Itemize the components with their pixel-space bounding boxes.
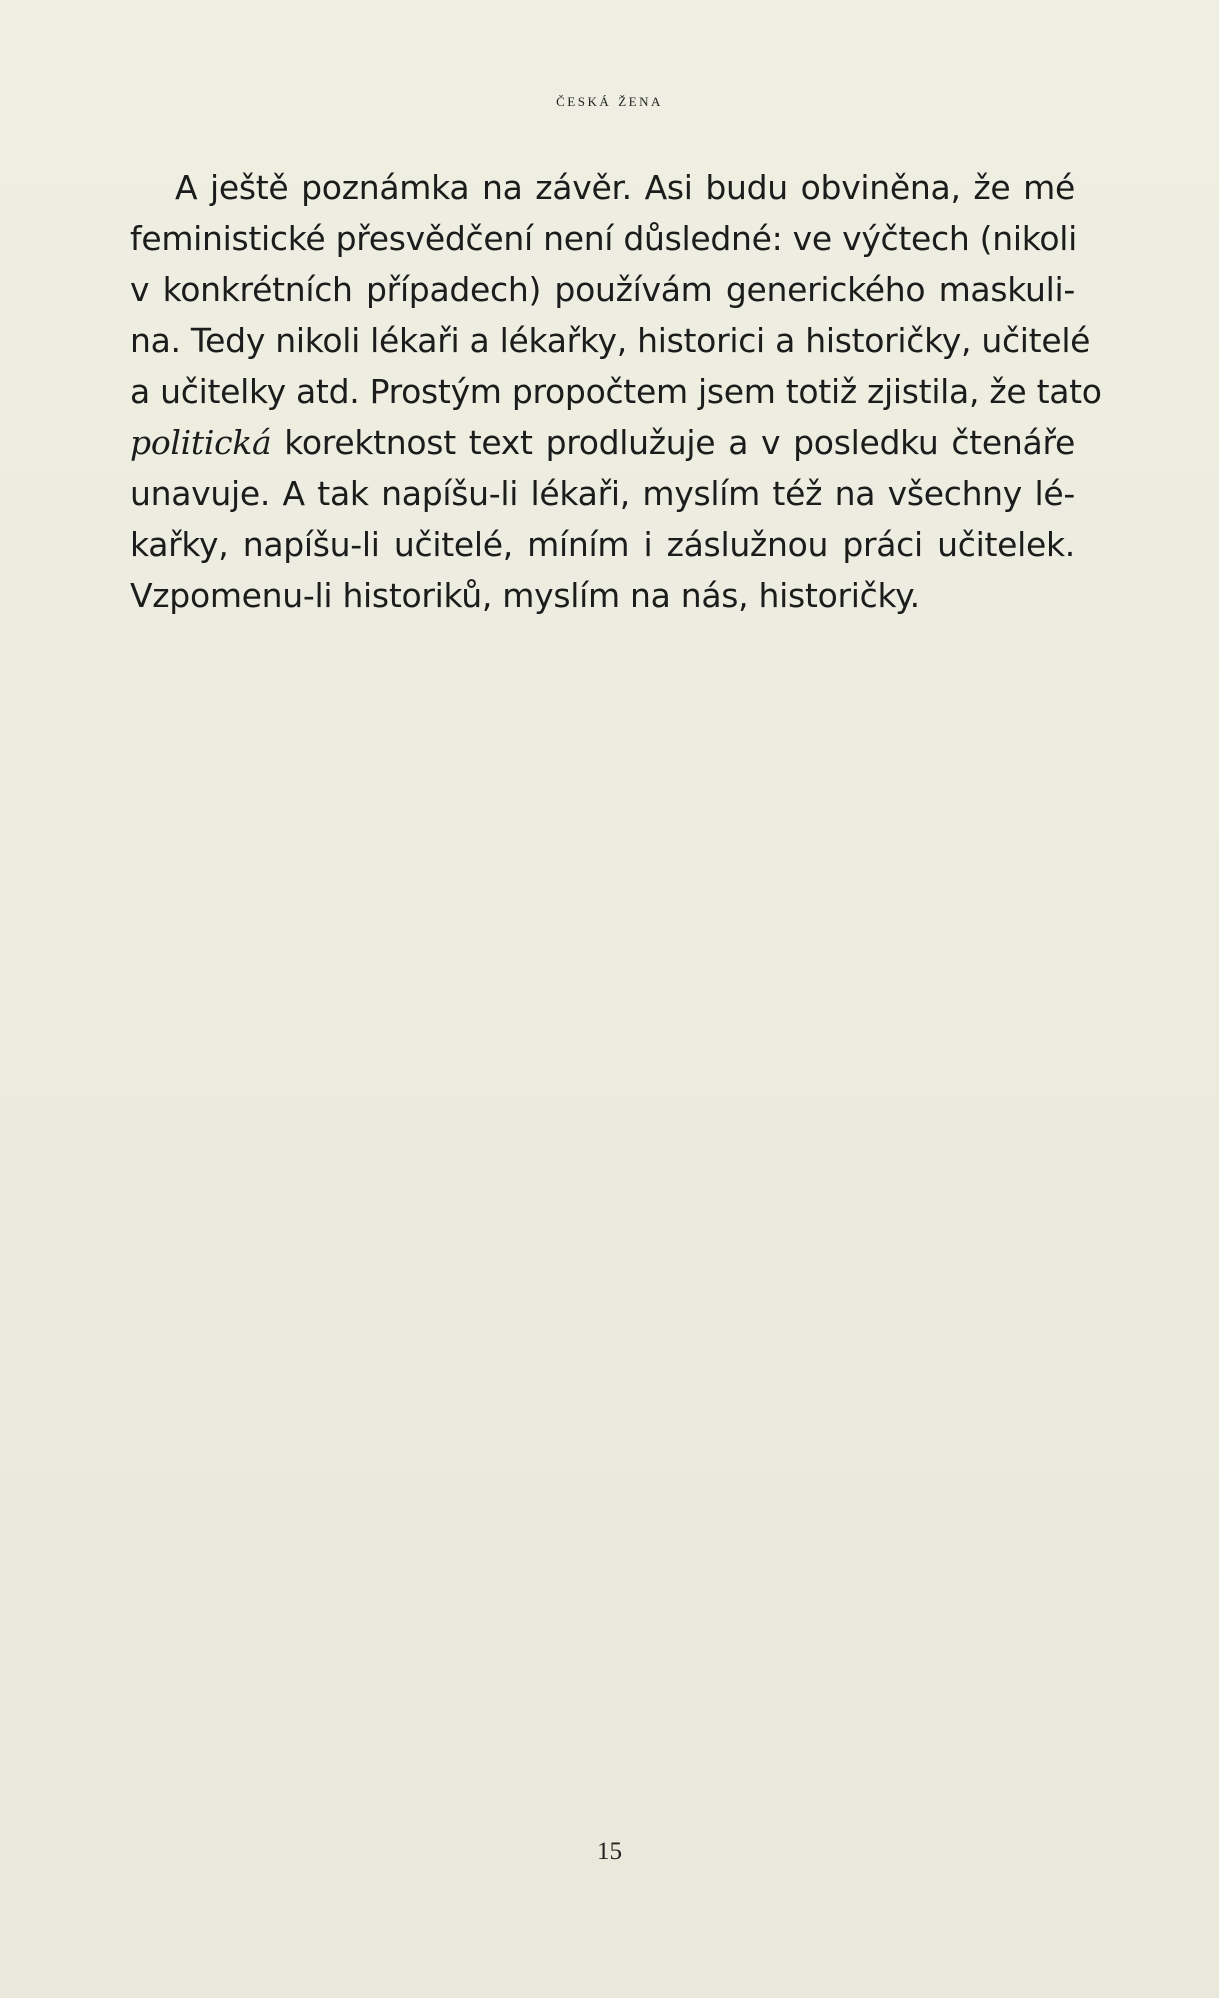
paragraph-line-text: korektnost text prodlužuje a v posledku čtenáře: [284, 423, 1075, 462]
paragraph-line: A ještě poznámka na závěr. Asi budu obviněna, že mé: [175, 168, 1075, 207]
paragraph-line: a učitelky atd. Prostým propočtem jsem totiž zjistila, že tato: [130, 372, 1102, 411]
paragraph-line: Vzpomenu-li historiků, myslím na nás, historičky.: [130, 576, 920, 615]
paragraph-line: unavuje. A tak napíšu-li lékaři, myslím též na všechny lé-: [130, 474, 1075, 513]
paragraph-line: na. Tedy nikoli lékaři a lékařky, historici a historičky, učitelé: [130, 321, 1091, 360]
italic-emphasis: politická: [130, 423, 272, 462]
paragraph-line: kařky, napíšu-li učitelé, míním i záslužnou práci učitelek.: [130, 525, 1075, 564]
paragraph-line-with-italic: [130, 417, 1075, 468]
running-head: česká žena: [556, 90, 663, 110]
body-paragraph: [130, 162, 1102, 621]
page-number: 15: [597, 1838, 622, 1865]
paragraph-line: feministické přesvědčení není důsledné: ve výčtech (nikoli: [130, 219, 1077, 258]
paragraph-line: v konkrétních případech) používám generického maskuli-: [130, 270, 1075, 309]
